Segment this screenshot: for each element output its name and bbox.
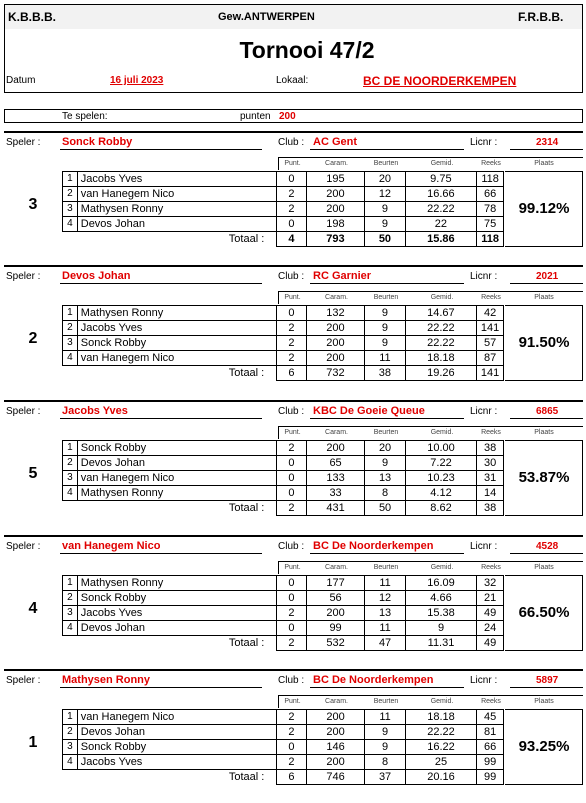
col-header-beurten: Beurten [373, 160, 399, 167]
datum-label: Datum [6, 75, 36, 86]
cell-reeks: 49 [477, 606, 504, 621]
cell-caram: 200 [306, 336, 365, 351]
percentage: 53.87% [518, 469, 570, 486]
total-beurten: 50 [365, 501, 405, 516]
cell-beurten: 11 [365, 351, 405, 366]
licnr-value: 4528 [536, 541, 559, 552]
row-number: 1 [63, 306, 78, 321]
speler-label: Speler : [6, 406, 41, 417]
total-beurten: 50 [365, 232, 405, 247]
cell-punt: 0 [277, 591, 306, 606]
cell-caram: 200 [306, 321, 365, 336]
cell-gemid: 18.18 [405, 710, 477, 725]
total-gemid: 15.86 [405, 232, 477, 247]
table-row [63, 576, 504, 591]
totaal-label: Totaal : [228, 771, 265, 784]
cell-beurten: 11 [365, 621, 405, 636]
speler-label: Speler : [6, 137, 41, 148]
te-spelen-label: Te spelen: [62, 111, 108, 122]
results-table [62, 305, 504, 381]
total-gemid: 20.16 [405, 770, 477, 785]
licnr-value: 2314 [536, 137, 559, 148]
cell-beurten: 20 [365, 172, 405, 187]
total-reeks: 99 [477, 770, 504, 785]
cell-gemid: 16.66 [405, 187, 477, 202]
totaal-label: Totaal : [228, 367, 265, 380]
rank-number: 5 [28, 465, 38, 482]
opponent-name: Sonck Robby [77, 441, 277, 456]
cell-gemid: 22.22 [405, 202, 477, 217]
licnr-label: Licnr : [470, 137, 498, 148]
cell-beurten: 13 [365, 471, 405, 486]
col-header-plaats: Plaats [534, 698, 554, 705]
table-row [63, 755, 504, 770]
rank-number: 1 [28, 734, 38, 751]
row-number: 1 [63, 710, 78, 725]
speler-label: Speler : [6, 675, 41, 686]
total-reeks: 38 [477, 501, 504, 516]
table-row [63, 486, 504, 501]
club-label: Club : [278, 137, 305, 148]
cell-beurten: 9 [365, 725, 405, 740]
col-header-reeks: Reeks [481, 698, 501, 705]
rank-number: 4 [28, 600, 38, 617]
total-reeks: 141 [477, 366, 504, 381]
cell-caram: 200 [306, 710, 365, 725]
lokaal-value: BC DE NOORDERKEMPEN [363, 74, 517, 88]
table-row [63, 456, 504, 471]
cell-gemid: 22 [405, 217, 477, 232]
cell-reeks: 32 [477, 576, 504, 591]
cell-gemid: 22.22 [405, 336, 477, 351]
licnr-value: 2021 [536, 271, 559, 282]
total-gemid: 11.31 [405, 636, 477, 651]
cell-punt: 0 [277, 172, 306, 187]
cell-caram: 56 [306, 591, 365, 606]
row-number: 3 [63, 740, 78, 755]
licnr-value: 6865 [536, 406, 559, 417]
cell-caram: 132 [306, 306, 365, 321]
cell-reeks: 14 [477, 486, 504, 501]
results-table [62, 440, 504, 516]
row-number: 4 [63, 351, 78, 366]
row-number: 4 [63, 217, 78, 232]
cell-gemid: 9 [405, 621, 477, 636]
opponent-name: Sonck Robby [77, 336, 276, 351]
cell-caram: 177 [306, 576, 365, 591]
table-row [63, 351, 504, 366]
cell-beurten: 20 [365, 441, 405, 456]
cell-punt: 0 [277, 456, 306, 471]
club-label: Club : [278, 406, 305, 417]
totaal-label: Totaal : [228, 233, 265, 246]
total-punt: 4 [277, 232, 306, 247]
opponent-name: van Hanegem Nico [77, 710, 277, 725]
licnr-label: Licnr : [470, 541, 498, 552]
cell-caram: 33 [306, 486, 365, 501]
table-row [63, 306, 504, 321]
cell-beurten: 8 [365, 486, 405, 501]
cell-reeks: 118 [477, 172, 504, 187]
col-header-gemid: Gemid. [430, 698, 454, 705]
cell-reeks: 24 [477, 621, 504, 636]
cell-gemid: 22.22 [405, 321, 477, 336]
cell-beurten: 9 [365, 321, 405, 336]
cell-gemid: 16.09 [405, 576, 477, 591]
opponent-name: Mathysen Ronny [77, 306, 276, 321]
table-row [63, 217, 504, 232]
total-beurten: 37 [365, 770, 405, 785]
totaal-label: Totaal : [228, 502, 265, 515]
row-number: 2 [63, 725, 78, 740]
cell-beurten: 9 [365, 306, 405, 321]
club-label: Club : [278, 541, 305, 552]
cell-beurten: 9 [365, 740, 405, 755]
cell-reeks: 66 [477, 740, 504, 755]
total-gemid: 19.26 [405, 366, 477, 381]
opponent-name: van Hanegem Nico [77, 187, 277, 202]
cell-gemid: 9.75 [405, 172, 477, 187]
total-caram: 732 [306, 366, 365, 381]
totals-row [63, 366, 504, 381]
cell-punt: 0 [277, 486, 306, 501]
col-header-gemid: Gemid. [430, 429, 454, 436]
cell-punt: 2 [277, 441, 306, 456]
table-row [63, 202, 504, 217]
club-name: RC Garnier [313, 270, 372, 282]
cell-punt: 0 [277, 740, 306, 755]
col-header-plaats: Plaats [534, 564, 554, 571]
col-header-punt: Punt. [284, 294, 301, 301]
cell-punt: 0 [277, 217, 306, 232]
cell-caram: 200 [306, 606, 365, 621]
cell-gemid: 4.12 [405, 486, 477, 501]
section-divider [4, 535, 583, 537]
cell-gemid: 14.67 [405, 306, 477, 321]
row-number: 3 [63, 471, 78, 486]
section-divider [4, 400, 583, 402]
col-header-beurten: Beurten [373, 698, 399, 705]
cell-reeks: 30 [477, 456, 504, 471]
licnr-label: Licnr : [470, 271, 498, 282]
col-header-plaats: Plaats [534, 160, 554, 167]
results-table [62, 575, 504, 651]
cell-punt: 2 [277, 755, 306, 770]
cell-punt: 2 [277, 336, 306, 351]
licnr-label: Licnr : [470, 675, 498, 686]
club-label: Club : [278, 675, 305, 686]
table-row [63, 606, 504, 621]
col-header-plaats: Plaats [534, 294, 554, 301]
cell-punt: 0 [277, 621, 306, 636]
col-header-punt: Punt. [284, 564, 301, 571]
total-reeks: 49 [477, 636, 504, 651]
player-name: van Hanegem Nico [62, 540, 161, 552]
col-header-reeks: Reeks [481, 294, 501, 301]
cell-caram: 133 [306, 471, 365, 486]
opponent-name: van Hanegem Nico [77, 471, 277, 486]
total-punt: 2 [277, 501, 306, 516]
cell-reeks: 57 [477, 336, 504, 351]
total-punt: 6 [277, 770, 306, 785]
row-number: 4 [63, 621, 78, 636]
cell-reeks: 75 [477, 217, 504, 232]
table-row [63, 621, 504, 636]
row-number: 2 [63, 591, 78, 606]
total-caram: 793 [306, 232, 365, 247]
total-beurten: 38 [365, 366, 405, 381]
opponent-name: van Hanegem Nico [77, 351, 276, 366]
player-name: Devos Johan [62, 270, 131, 282]
row-number: 1 [63, 576, 78, 591]
col-header-caram: Caram. [325, 564, 348, 571]
cell-punt: 2 [277, 321, 306, 336]
cell-beurten: 11 [365, 576, 405, 591]
cell-punt: 2 [277, 710, 306, 725]
datum-value: 16 juli 2023 [110, 75, 164, 86]
col-header-punt: Punt. [284, 698, 301, 705]
results-table [62, 171, 504, 247]
cell-punt: 2 [277, 351, 306, 366]
cell-beurten: 11 [365, 710, 405, 725]
opponent-name: Jacobs Yves [77, 172, 277, 187]
cell-reeks: 31 [477, 471, 504, 486]
table-row [63, 471, 504, 486]
cell-reeks: 99 [477, 755, 504, 770]
lokaal-label: Lokaal: [276, 75, 309, 86]
percentage: 99.12% [518, 200, 570, 217]
opponent-name: Mathysen Ronny [77, 486, 277, 501]
section-divider [4, 669, 583, 671]
cell-caram: 200 [306, 441, 365, 456]
left-org: K.B.B.B. [8, 10, 56, 24]
col-header-gemid: Gemid. [430, 564, 454, 571]
cell-reeks: 45 [477, 710, 504, 725]
col-header-gemid: Gemid. [430, 294, 454, 301]
col-header-punt: Punt. [284, 160, 301, 167]
row-number: 3 [63, 336, 78, 351]
cell-reeks: 38 [477, 441, 504, 456]
speler-label: Speler : [6, 541, 41, 552]
results-table [62, 709, 504, 785]
punten-label: punten [240, 111, 271, 122]
table-row [63, 710, 504, 725]
opponent-name: Devos Johan [77, 217, 277, 232]
col-header-beurten: Beurten [373, 429, 399, 436]
right-org: F.R.B.B. [518, 10, 564, 24]
row-number: 4 [63, 755, 78, 770]
cell-caram: 195 [306, 172, 365, 187]
cell-reeks: 81 [477, 725, 504, 740]
opponent-name: Sonck Robby [77, 591, 277, 606]
total-beurten: 47 [365, 636, 405, 651]
cell-caram: 200 [306, 202, 365, 217]
cell-gemid: 25 [405, 755, 477, 770]
cell-reeks: 21 [477, 591, 504, 606]
table-row [63, 591, 504, 606]
player-section [0, 535, 586, 669]
opponent-name: Mathysen Ronny [77, 576, 277, 591]
player-section [0, 265, 586, 399]
cell-gemid: 15.38 [405, 606, 477, 621]
row-number: 2 [63, 187, 78, 202]
table-row [63, 441, 504, 456]
total-reeks: 118 [477, 232, 504, 247]
row-number: 3 [63, 202, 78, 217]
cell-gemid: 10.00 [405, 441, 477, 456]
percentage: 93.25% [518, 738, 570, 755]
cell-beurten: 8 [365, 755, 405, 770]
cell-reeks: 42 [477, 306, 504, 321]
rank-number: 2 [28, 330, 38, 347]
opponent-name: Devos Johan [77, 456, 277, 471]
cell-reeks: 141 [477, 321, 504, 336]
col-header-reeks: Reeks [481, 160, 501, 167]
section-divider [4, 265, 583, 267]
table-row [63, 336, 504, 351]
section-divider [4, 131, 583, 133]
table-row [63, 740, 504, 755]
cell-caram: 200 [306, 725, 365, 740]
cell-gemid: 16.22 [405, 740, 477, 755]
col-header-caram: Caram. [325, 294, 348, 301]
cell-beurten: 9 [365, 202, 405, 217]
opponent-name: Devos Johan [77, 621, 277, 636]
opponent-name: Jacobs Yves [77, 755, 277, 770]
cell-beurten: 9 [365, 336, 405, 351]
total-punt: 6 [277, 366, 306, 381]
cell-caram: 200 [306, 187, 365, 202]
player-section [0, 669, 586, 803]
col-header-caram: Caram. [325, 429, 348, 436]
cell-beurten: 9 [365, 217, 405, 232]
col-header-plaats: Plaats [534, 429, 554, 436]
row-number: 2 [63, 456, 78, 471]
table-row [63, 321, 504, 336]
row-number: 1 [63, 172, 78, 187]
club-name: BC De Noorderkempen [313, 540, 434, 552]
total-gemid: 8.62 [405, 501, 477, 516]
total-caram: 532 [306, 636, 365, 651]
table-row [63, 725, 504, 740]
cell-punt: 0 [277, 471, 306, 486]
row-number: 1 [63, 441, 78, 456]
cell-caram: 65 [306, 456, 365, 471]
totals-row [63, 501, 504, 516]
cell-caram: 146 [306, 740, 365, 755]
cell-gemid: 4.66 [405, 591, 477, 606]
table-row [63, 187, 504, 202]
totaal-label: Totaal : [228, 637, 265, 650]
cell-punt: 2 [277, 725, 306, 740]
total-caram: 431 [306, 501, 365, 516]
cell-punt: 2 [277, 202, 306, 217]
player-name: Mathysen Ronny [62, 674, 151, 686]
cell-gemid: 7.22 [405, 456, 477, 471]
punten-value: 200 [279, 111, 296, 122]
col-header-gemid: Gemid. [430, 160, 454, 167]
total-punt: 2 [277, 636, 306, 651]
player-name: Jacobs Yves [62, 405, 128, 417]
col-header-reeks: Reeks [481, 564, 501, 571]
col-header-reeks: Reeks [481, 429, 501, 436]
speler-label: Speler : [6, 271, 41, 282]
cell-punt: 2 [277, 606, 306, 621]
col-header-beurten: Beurten [373, 564, 399, 571]
totals-row [63, 636, 504, 651]
opponent-name: Jacobs Yves [77, 606, 277, 621]
total-caram: 746 [306, 770, 365, 785]
player-section [0, 400, 586, 534]
cell-reeks: 66 [477, 187, 504, 202]
licnr-value: 5897 [536, 675, 559, 686]
cell-punt: 0 [277, 576, 306, 591]
player-name: Sonck Robby [62, 136, 133, 148]
totals-row [63, 770, 504, 785]
cell-beurten: 12 [365, 591, 405, 606]
club-label: Club : [278, 271, 305, 282]
cell-gemid: 18.18 [405, 351, 477, 366]
club-name: AC Gent [313, 136, 357, 148]
club-name: KBC De Goeie Queue [313, 405, 425, 417]
cell-reeks: 87 [477, 351, 504, 366]
row-number: 3 [63, 606, 78, 621]
col-header-punt: Punt. [284, 429, 301, 436]
cell-caram: 198 [306, 217, 365, 232]
opponent-name: Jacobs Yves [77, 321, 276, 336]
cell-beurten: 9 [365, 456, 405, 471]
opponent-name: Mathysen Ronny [77, 202, 277, 217]
club-name: BC De Noorderkempen [313, 674, 434, 686]
opponent-name: Devos Johan [77, 725, 277, 740]
percentage: 91.50% [518, 334, 570, 351]
col-header-caram: Caram. [325, 698, 348, 705]
cell-gemid: 22.22 [405, 725, 477, 740]
cell-gemid: 10.23 [405, 471, 477, 486]
center-org: Gew.ANTWERPEN [218, 11, 315, 23]
cell-punt: 0 [277, 306, 306, 321]
totals-row [63, 232, 504, 247]
cell-beurten: 12 [365, 187, 405, 202]
cell-caram: 200 [306, 755, 365, 770]
rank-number: 3 [28, 196, 38, 213]
col-header-beurten: Beurten [373, 294, 399, 301]
cell-caram: 99 [306, 621, 365, 636]
percentage: 66.50% [518, 604, 570, 621]
cell-caram: 200 [306, 351, 365, 366]
cell-punt: 2 [277, 187, 306, 202]
cell-beurten: 13 [365, 606, 405, 621]
player-section [0, 131, 586, 265]
page-title: Tornooi 47/2 [239, 37, 375, 63]
col-header-caram: Caram. [325, 160, 348, 167]
licnr-label: Licnr : [470, 406, 498, 417]
cell-reeks: 78 [477, 202, 504, 217]
row-number: 2 [63, 321, 78, 336]
table-row [63, 172, 504, 187]
row-number: 4 [63, 486, 78, 501]
opponent-name: Sonck Robby [77, 740, 277, 755]
